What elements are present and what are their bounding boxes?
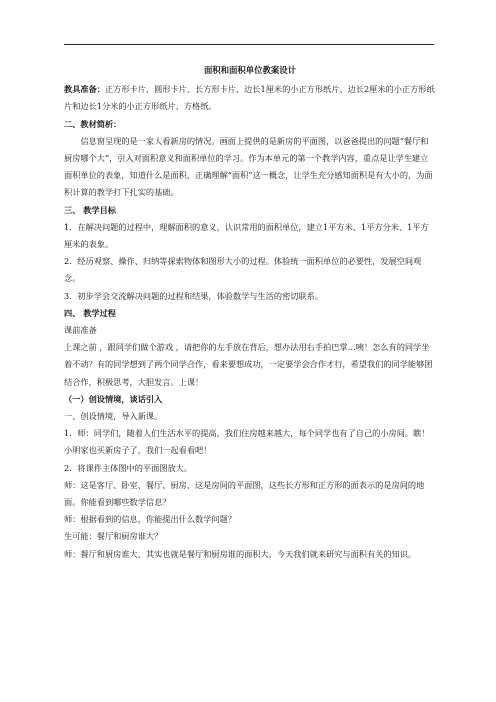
document-title: 面积和面积单位教案设计	[203, 65, 297, 75]
step-1: 一、创设情境，导入新课。	[64, 411, 163, 422]
teacher-line-2: 师：根据看到的信息，你能提出什么数学问题？	[64, 514, 236, 525]
item-1: 1．师：同学们，随着人们生活水平的提高，我们住房越来越大，每个同学也有了自己的小房间。瞧！小明家也买新房子了，我们一起看看吧！	[64, 428, 430, 456]
teacher-line-1: 师：这是客厅、卧室、餐厅、厨房，这是房间的平面图，这些长方形和正方形的面表示的是房间的地面。你能看到哪些数学信息？	[64, 479, 425, 508]
part1-heading: （一）创设情境，谈话引入	[64, 393, 163, 404]
student-line-1: 生可能：餐厅和厨房谁大？	[64, 531, 163, 542]
teacher-line-3: 师：餐厅和厨房谁大，其实也就是餐厅和厨房谁的面积大，今天我们就来研究与面积有关的知识。	[64, 548, 417, 559]
game-text: 上课之前 ，跟同学们做个游戏 ，请把你的左手放在背后，想办法用右手拍巴掌…咦！怎么有的同学坐着不动？有的同学想到了两个同学合作，看来要想成功，一定要学会合作才行，希望我们的同学能够团结合作，积极思考，大胆发言。上课！	[64, 342, 433, 387]
section2-text: 信息窗呈现的是一家人看新房的情况。画面上提供的是新房的平面图，以爸爸提出的问题“餐厅和厨房哪个大”，引入对面积意义和面积单位的学习。作为本单元的第一个教学内容，重点是让学生建立面积单位的表象，知道什么是面积，正确理解“面积”这一概念，让学生充分感知面积是有大小的，为面积计算的教学打下扎实的基础。	[64, 135, 433, 198]
header-rule	[64, 44, 434, 45]
section2-heading: 二、教材简析：	[64, 118, 122, 129]
section3-heading: 三、 教学目标	[64, 204, 116, 215]
goal-2: 2．经历观察、操作、归纳等探索物体和图形大小的过程。体验统一面积单位的必要性，发展空间观念。	[64, 256, 422, 284]
item-2: 2．将课件主体图中的平面图放大。	[64, 462, 193, 473]
goal-1: 1．在解决问题的过程中，理解面积的意义，认识常用的面积单位，建立1平方米、1平方分米、1平方厘米的表象。	[64, 221, 429, 250]
section4-heading: 四、 教学过程	[64, 307, 116, 318]
pre-class: 课前准备	[64, 325, 97, 336]
goal-3: 3．初步学会交流解决问题的过程和结果，体验数学与生活的密切联系。	[64, 290, 324, 301]
materials-paragraph	[64, 81, 436, 115]
document-body	[64, 62, 436, 563]
materials-text: 正方形卡片、圆形卡片、长方形卡片、边长1厘米的小正方形纸片、边长2厘米的小正方形纸片和边长1分米的小正方形纸片、方格纸。	[64, 84, 435, 112]
materials-label: 教具准备：	[64, 84, 105, 95]
